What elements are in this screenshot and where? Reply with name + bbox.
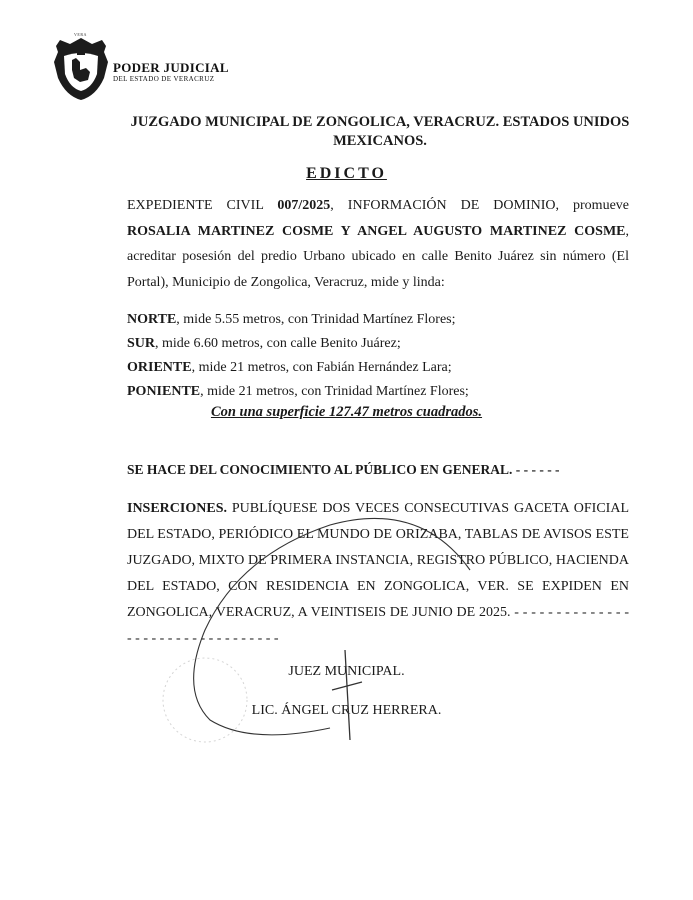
boundary-north (127, 308, 629, 332)
boundary-east (127, 356, 629, 380)
boundary-desc: , mide 5.55 metros, con Trinidad Martínez Flores; (176, 312, 456, 327)
judicial-shield-icon (50, 32, 112, 106)
surface-statement: Con una superficie 127.47 metros cuadrados. (210, 404, 483, 420)
boundary-dir: SUR (127, 336, 156, 351)
boundary-west (127, 380, 629, 404)
intro-text-3: , acreditar posesión del predio Urbano ubicado en calle Benito Juárez sin número (El Portal), Municipio de Zongolica, Veracruz, mide y linda: (127, 223, 629, 290)
poder-judicial-logo (50, 32, 230, 106)
boundary-south (127, 332, 629, 356)
logo-top-text: VERA (74, 32, 87, 37)
judge-title: JUEZ MUNICIPAL. (288, 664, 405, 679)
public-notice: SE HACE DEL CONOCIMIENTO AL PÚBLICO EN GENERAL. - - - - - - (127, 462, 560, 477)
boundary-desc: , mide 6.60 metros, con calle Benito Juárez; (155, 336, 401, 351)
document-title: EDICTO (306, 165, 387, 182)
logo-name: PODER JUDICIAL (113, 60, 229, 75)
boundary-dir: ORIENTE (127, 360, 192, 375)
logo-subtitle: DEL ESTADO DE VERACRUZ (113, 75, 215, 83)
judge-name: LIC. ÁNGEL CRUZ HERRERA. (251, 703, 442, 718)
insertions-text: PUBLÍQUESE DOS VECES CONSECUTIVAS GACETA OFICIAL DEL ESTADO, PERIÓDICO EL MUNDO DE ORIZABA, TABLAS DE AVISOS ESTE JUZGADO, MIXTO DE PRIMERA INSTANCIA, REGISTRO PÚBLICO, HACIENDA DEL ESTADO, CON RESIDENCIA EN ZONGOLICA, VER. SE EXPIDEN EN ZONGOLICA, VERACRUZ, A VEINTISEIS DE JUNIO DE 2025. - - - - - - - - - - - - - - - - - - - - - - - - - - - - - - - - - (127, 501, 629, 646)
boundary-desc: , mide 21 metros, con Fabián Hernández Lara; (191, 360, 452, 375)
boundary-desc: , mide 21 metros, con Trinidad Martínez Flores; (200, 384, 469, 399)
boundary-dir: PONIENTE (127, 384, 201, 399)
intro-paragraph (127, 193, 629, 295)
intro-text-2: , INFORMACIÓN DE DOMINIO, promueve (330, 198, 629, 213)
promoter-names: ROSALIA MARTINEZ COSME Y ANGEL AUGUSTO MARTINEZ COSME (127, 223, 626, 239)
intro-text-1: EXPEDIENTE CIVIL (127, 198, 278, 213)
boundary-dir: NORTE (127, 312, 177, 327)
case-number: 007/2025 (277, 198, 331, 213)
insertions-label: INSERCIONES. (127, 501, 227, 516)
court-title: JUZGADO MUNICIPAL DE ZONGOLICA, VERACRUZ. ESTADOS UNIDOS MEXICANOS. (130, 114, 630, 149)
insertions-paragraph (127, 496, 629, 652)
boundary-list (127, 308, 629, 404)
